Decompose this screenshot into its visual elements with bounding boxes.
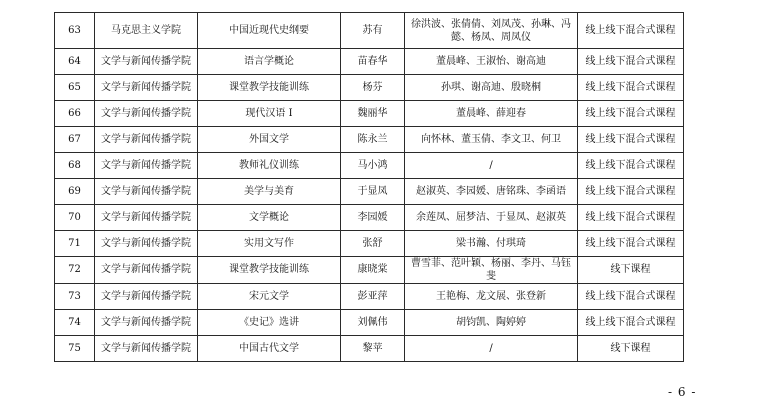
team-teachers: 胡钧凯、陶婷婷 <box>405 310 578 336</box>
course-name: 教师礼仪训练 <box>198 153 341 179</box>
row-number: 72 <box>55 257 95 284</box>
college-name: 文学与新闻传播学院 <box>95 75 198 101</box>
table-row <box>55 75 684 101</box>
table-row <box>55 179 684 205</box>
row-number: 69 <box>55 179 95 205</box>
college-name: 文学与新闻传播学院 <box>95 49 198 75</box>
course-name: 课堂教学技能训练 <box>198 75 341 101</box>
course-name: 美学与美育 <box>198 179 341 205</box>
college-name: 文学与新闻传播学院 <box>95 205 198 231</box>
team-teachers: 余莲凤、屈梦洁、于显凤、赵淑英 <box>405 205 578 231</box>
table-row <box>55 153 684 179</box>
course-mode: 线上线下混合式课程 <box>578 101 684 127</box>
row-number: 68 <box>55 153 95 179</box>
course-lead: 马小鸿 <box>341 153 405 179</box>
course-name: 实用文写作 <box>198 231 341 257</box>
course-lead: 彭亚萍 <box>341 284 405 310</box>
course-lead: 杨芬 <box>341 75 405 101</box>
course-lead: 魏丽华 <box>341 101 405 127</box>
team-teachers: 梁书瀚、付琪琦 <box>405 231 578 257</box>
course-lead: 李园媛 <box>341 205 405 231</box>
team-teachers: / <box>405 153 578 179</box>
course-mode: 线上线下混合式课程 <box>578 284 684 310</box>
college-name: 文学与新闻传播学院 <box>95 179 198 205</box>
course-mode: 线上线下混合式课程 <box>578 49 684 75</box>
college-name: 文学与新闻传播学院 <box>95 153 198 179</box>
course-lead: 黎苹 <box>341 336 405 362</box>
course-name: 宋元文学 <box>198 284 341 310</box>
course-mode: 线上线下混合式课程 <box>578 179 684 205</box>
table-row <box>55 49 684 75</box>
table-row <box>55 13 684 49</box>
row-number: 66 <box>55 101 95 127</box>
course-lead: 刘佩伟 <box>341 310 405 336</box>
row-number: 73 <box>55 284 95 310</box>
row-number: 65 <box>55 75 95 101</box>
team-teachers: 董晨峰、王淑怡、谢高迪 <box>405 49 578 75</box>
team-teachers: 王艳梅、龙文展、张登新 <box>405 284 578 310</box>
team-teachers: 徐洪波、张倩倩、刘凤茂、孙琳、冯懿、杨凤、周凤仪 <box>405 13 578 49</box>
college-name: 马克思主义学院 <box>95 13 198 49</box>
course-table-body <box>55 13 684 362</box>
team-teachers: 孙琪、谢高迪、殷晓桐 <box>405 75 578 101</box>
college-name: 文学与新闻传播学院 <box>95 336 198 362</box>
table-row <box>55 205 684 231</box>
course-mode: 线上线下混合式课程 <box>578 75 684 101</box>
course-mode: 线上线下混合式课程 <box>578 127 684 153</box>
table-row <box>55 284 684 310</box>
college-name: 文学与新闻传播学院 <box>95 127 198 153</box>
team-teachers: 董晨峰、薛迎春 <box>405 101 578 127</box>
college-name: 文学与新闻传播学院 <box>95 101 198 127</box>
course-mode: 线上线下混合式课程 <box>578 153 684 179</box>
course-name: 语言学概论 <box>198 49 341 75</box>
row-number: 64 <box>55 49 95 75</box>
team-teachers: / <box>405 336 578 362</box>
table-row <box>55 336 684 362</box>
course-mode: 线上线下混合式课程 <box>578 205 684 231</box>
course-lead: 苗春华 <box>341 49 405 75</box>
course-mode: 线上线下混合式课程 <box>578 310 684 336</box>
row-number: 67 <box>55 127 95 153</box>
course-lead: 陈永兰 <box>341 127 405 153</box>
course-name: 现代汉语 I <box>198 101 341 127</box>
team-teachers: 曹雪菲、范叶颖、杨丽、李丹、马钰斐 <box>405 257 578 284</box>
table-row <box>55 257 684 284</box>
course-name: 文学概论 <box>198 205 341 231</box>
table-row <box>55 310 684 336</box>
page-number: - 6 - <box>668 385 697 399</box>
row-number: 74 <box>55 310 95 336</box>
college-name: 文学与新闻传播学院 <box>95 231 198 257</box>
course-lead: 张舒 <box>341 231 405 257</box>
row-number: 70 <box>55 205 95 231</box>
course-name: 课堂教学技能训练 <box>198 257 341 284</box>
course-mode: 线上线下混合式课程 <box>578 231 684 257</box>
course-lead: 康晓棠 <box>341 257 405 284</box>
college-name: 文学与新闻传播学院 <box>95 257 198 284</box>
course-name: 《史记》选讲 <box>198 310 341 336</box>
row-number: 71 <box>55 231 95 257</box>
course-lead: 苏有 <box>341 13 405 49</box>
course-name: 中国古代文学 <box>198 336 341 362</box>
table-row <box>55 101 684 127</box>
course-mode: 线下课程 <box>578 257 684 284</box>
row-number: 75 <box>55 336 95 362</box>
row-number: 63 <box>55 13 95 49</box>
team-teachers: 赵淑英、李园媛、唐铭珠、李函语 <box>405 179 578 205</box>
team-teachers: 向怀林、董玉倩、李文卫、何卫 <box>405 127 578 153</box>
college-name: 文学与新闻传播学院 <box>95 310 198 336</box>
course-name: 中国近现代史纲要 <box>198 13 341 49</box>
table-row <box>55 231 684 257</box>
college-name: 文学与新闻传播学院 <box>95 284 198 310</box>
course-mode: 线上线下混合式课程 <box>578 13 684 49</box>
course-lead: 于显凤 <box>341 179 405 205</box>
course-table <box>54 12 684 362</box>
course-name: 外国文学 <box>198 127 341 153</box>
table-row <box>55 127 684 153</box>
course-mode: 线下课程 <box>578 336 684 362</box>
